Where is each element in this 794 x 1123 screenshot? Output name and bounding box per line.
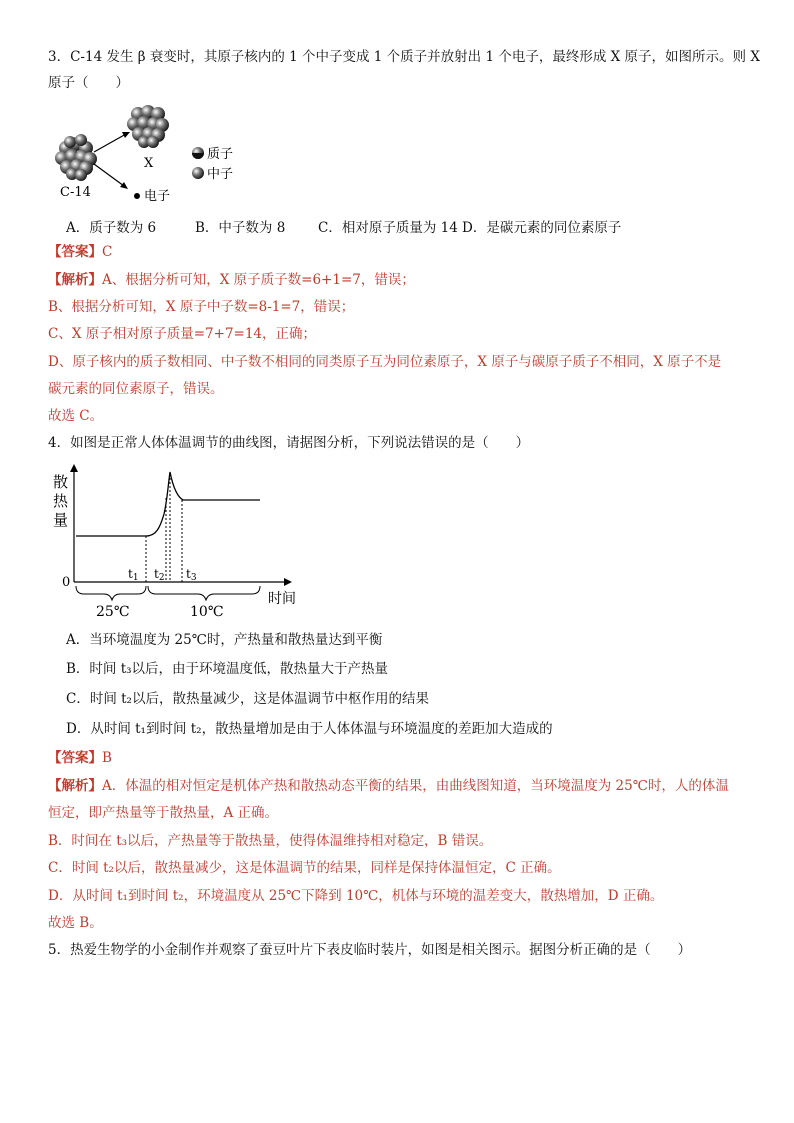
analysis-text: A、根据分析可知，X 原子质子数=6+1=7，错误； [102,272,415,288]
q4-analysis-a1 [48,777,729,795]
q4-stem: 4．如图是正常人体体温调节的曲线图，请据图分析，下列说法错误的是（ ） [48,435,530,451]
label-electron: 电子 [144,189,171,204]
answer-tag: 【答案】 [48,244,102,260]
q3-option-c: C．相对原子质量为 14 [318,220,458,236]
q4-analysis-d: D．从时间 t₁到时间 t₂，环境温度从 25℃下降到 10℃，机体与环境的温差变大，散热增加，D 正确。 [48,888,664,904]
ylabel-char-3: 量 [53,511,69,529]
answer-tag: 【答案】 [48,750,102,766]
q3-option-b: B．中子数为 8 [195,220,286,236]
x-nucleus-icon [127,105,169,148]
origin-label: 0 [62,575,71,590]
analysis-text: A．体温的相对恒定是机体产热和散热动态平衡的结果，由曲线图知道，当环境温度为 25℃时，人的体温 [102,778,729,794]
q3-stem-line2: 原子（ ） [48,75,129,91]
q4-analysis-c: C．时间 t₂以后，散热量减少，这是体温调节的结果，同样是保持体温恒定，C 正确。 [48,860,561,876]
label-c14: C-14 [60,185,91,200]
temp-25: 25℃ [96,604,130,620]
ylabel-char-2: 热 [53,492,69,510]
q3-atom-figure [48,104,248,209]
q4-option-c: C．时间 t₂以后，散热量减少，这是体温调节中枢作用的结果 [66,691,429,707]
xlabel: 时间 [268,591,296,607]
q4-option-d: D．从时间 t₁到时间 t₂，散热量增加是由于人体体温与环境温度的差距加大造成的 [66,721,553,737]
q3-analysis-d2: 碳元素的同位素原子，错误。 [48,381,224,397]
q3-stem-line1: 3．C-14 发生 β 衰变时，其原子核内的 1 个中子变成 1 个质子并放射出 1 个电子，最终形成 X 原子，如图所示。则 X [48,49,760,65]
q4-conclusion: 故选 B。 [48,915,103,931]
label-x: X [144,156,154,171]
q4-heat-chart [48,462,318,622]
legend-proton: 质子 [207,147,234,162]
q4-analysis-a2: 恒定，即产热量等于散热量，A 正确。 [48,805,279,821]
temp-10: 10℃ [190,604,224,620]
analysis-tag: 【解析】 [48,272,102,288]
q3-option-d: D．是碳元素的同位素原子 [462,220,622,236]
q3-analysis-b: B、根据分析可知，X 原子中子数=8-1=7，错误； [48,299,355,315]
q4-analysis-b: B．时间在 t₃以后，产热量等于散热量，使得体温维持相对稳定，B 错误。 [48,833,493,849]
q3-conclusion: 故选 C。 [48,408,104,424]
q3-answer-line [48,243,112,261]
q4-option-b: B．时间 t₃以后，由于环境温度低，散热量大于产热量 [66,661,389,677]
analysis-tag: 【解析】 [48,778,102,794]
q3-analysis-c: C、X 原子相对原子质量=7+7=14，正确； [48,326,317,342]
q4-answer-line [48,749,112,767]
answer-value: B [102,750,112,766]
q3-option-a: A．质子数为 6 [66,220,157,236]
tick-t3: t3 [186,567,197,583]
q3-analysis-a [48,271,415,289]
tick-t1: t1 [128,567,139,583]
q3-analysis-d1: D、原子核内的质子数相同、中子数不相同的同类原子互为同位素原子，X 原子与碳原子质子不相同，X 原子不是 [48,354,722,370]
c14-nucleus-icon [55,134,97,181]
q5-stem: 5．热爱生物学的小金制作并观察了蚕豆叶片下表皮临时装片，如图是相关图示。据图分析正确的是（ ） [48,942,692,958]
tick-t2: t2 [154,567,165,583]
q4-option-a: A．当环境温度为 25℃时，产热量和散热量达到平衡 [66,632,383,648]
heat-curve [76,472,260,536]
neutron-legend-icon [192,167,204,179]
electron-icon [134,193,140,199]
answer-value: C [102,244,113,260]
legend-neutron: 中子 [207,167,234,182]
ylabel-char-1: 散 [53,473,69,491]
